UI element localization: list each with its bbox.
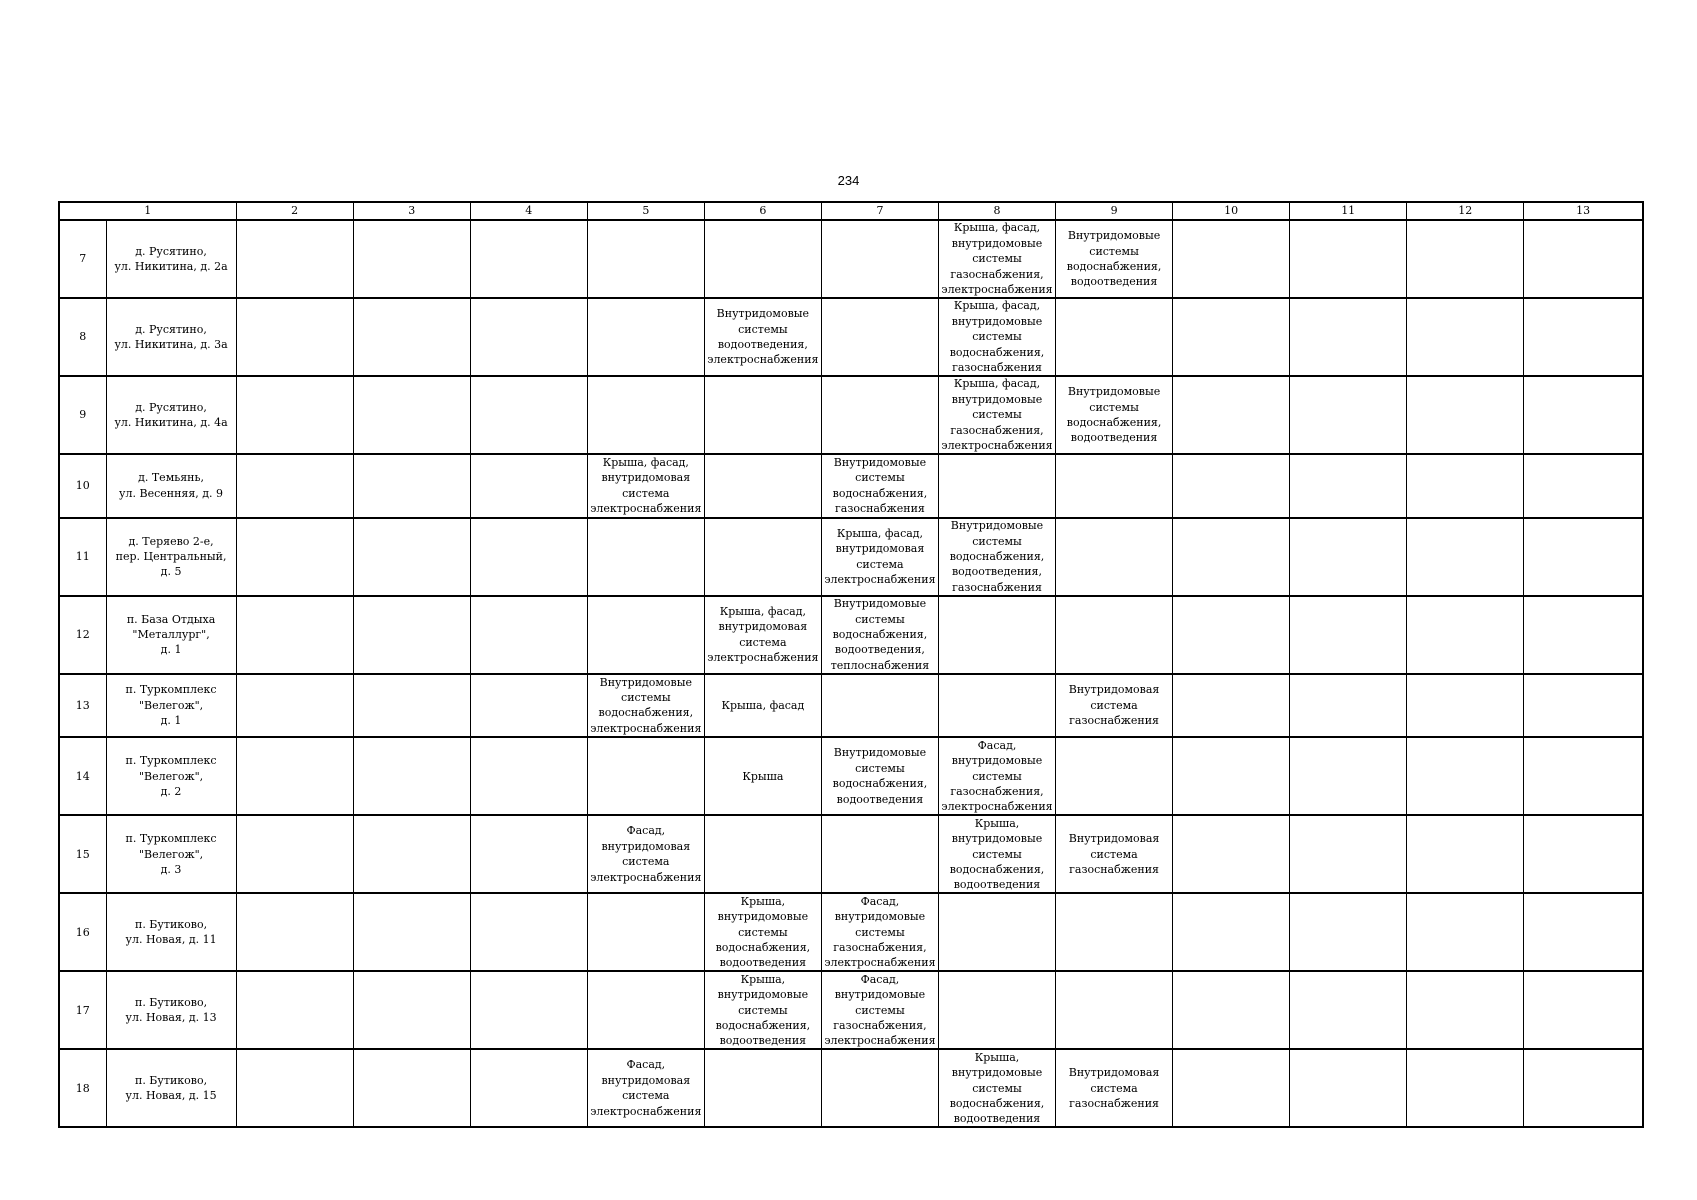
work-cell-col-5 xyxy=(587,596,704,674)
work-cell-col-6 xyxy=(704,737,821,815)
column-header-13: 13 xyxy=(1524,202,1643,220)
address-text: п. Туркомплекс "Велегож", д. 1 xyxy=(125,683,217,728)
work-cell-col-4 xyxy=(470,376,587,454)
address-text: п. Туркомплекс "Велегож", д. 3 xyxy=(125,832,217,876)
address-cell xyxy=(106,376,236,454)
work-cell-col-5 xyxy=(587,1049,704,1127)
work-cell-col-9 xyxy=(1056,737,1173,815)
work-cell-col-12 xyxy=(1407,674,1524,738)
work-cell-col-7 xyxy=(821,815,938,893)
column-header-2: 2 xyxy=(236,202,353,220)
work-description: Фасад, внутридомовые системы газоснабжения, электроснабжения xyxy=(941,738,1053,814)
work-cell-col-5 xyxy=(587,376,704,454)
work-cell-col-13 xyxy=(1524,220,1643,298)
work-cell-col-10 xyxy=(1173,376,1290,454)
work-cell-col-7 xyxy=(821,971,938,1049)
work-cell-col-12 xyxy=(1407,971,1524,1049)
work-cell-col-11 xyxy=(1290,1049,1407,1127)
work-cell-col-13 xyxy=(1524,298,1643,376)
work-cell-col-11 xyxy=(1290,971,1407,1049)
work-cell-col-11 xyxy=(1290,674,1407,738)
work-description: Крыша, фасад, внутридомовая система электроснабжения xyxy=(590,456,702,516)
table-row xyxy=(59,893,1643,971)
work-cell-col-13 xyxy=(1524,893,1643,971)
address-cell xyxy=(106,1049,236,1127)
row-number-cell: 8 xyxy=(59,298,106,376)
work-cell-col-7 xyxy=(821,220,938,298)
work-cell-col-7 xyxy=(821,596,938,674)
work-cell-col-8 xyxy=(938,518,1055,596)
table-body xyxy=(59,220,1643,1127)
work-description: Внутридомовые системы водоснабжения, водоотведения, газоснабжения xyxy=(949,519,1045,594)
work-cell-col-10 xyxy=(1173,220,1290,298)
work-cell-col-13 xyxy=(1524,1049,1643,1127)
work-description: Внутридомовая система газоснабжения xyxy=(1068,1066,1160,1110)
work-description: Крыша, фасад, внутридомовые системы газоснабжения, электроснабжения xyxy=(941,377,1053,453)
work-description: Крыша, фасад, внутридомовые системы газоснабжения, электроснабжения xyxy=(941,221,1053,297)
work-description: Внутридомовая система газоснабжения xyxy=(1068,832,1160,876)
work-description: Фасад, внутридомовая система электроснабжения xyxy=(590,824,702,884)
address-text: д. Русятино, ул. Никитина, д. 4а xyxy=(114,400,228,429)
work-cell-col-3 xyxy=(353,596,470,674)
work-cell-col-5 xyxy=(587,737,704,815)
work-description: Фасад, внутридомовая система электроснабжения xyxy=(590,1058,702,1118)
work-cell-col-6 xyxy=(704,376,821,454)
table-row xyxy=(59,674,1643,738)
table-row xyxy=(59,376,1643,454)
row-number-cell: 15 xyxy=(59,815,106,893)
row-number-cell: 13 xyxy=(59,674,106,738)
work-cell-col-4 xyxy=(470,893,587,971)
work-cell-col-13 xyxy=(1524,971,1643,1049)
row-number-cell: 10 xyxy=(59,454,106,518)
work-cell-col-11 xyxy=(1290,596,1407,674)
work-cell-col-10 xyxy=(1173,674,1290,738)
row-number-cell: 12 xyxy=(59,596,106,674)
table-row xyxy=(59,518,1643,596)
address-text: п. Бутиково, ул. Новая, д. 13 xyxy=(125,995,217,1025)
work-cell-col-11 xyxy=(1290,737,1407,815)
work-cell-col-6 xyxy=(704,220,821,298)
work-cell-col-4 xyxy=(470,596,587,674)
address-text: п. База Отдыха "Металлург", д. 1 xyxy=(126,612,216,657)
column-header-8: 8 xyxy=(938,202,1055,220)
work-cell-col-8 xyxy=(938,298,1055,376)
work-description: Внутридомовые системы водоотведения, электроснабжения xyxy=(707,307,819,367)
work-cell-col-12 xyxy=(1407,596,1524,674)
work-cell-col-9 xyxy=(1056,596,1173,674)
work-cell-col-10 xyxy=(1173,737,1290,815)
work-cell-col-12 xyxy=(1407,220,1524,298)
work-cell-col-11 xyxy=(1290,893,1407,971)
work-cell-col-7 xyxy=(821,518,938,596)
work-cell-col-13 xyxy=(1524,376,1643,454)
work-cell-col-9 xyxy=(1056,298,1173,376)
table-row xyxy=(59,815,1643,893)
work-cell-col-8 xyxy=(938,596,1055,674)
work-description: Крыша, внутридомовые системы водоснабжения, водоотведения xyxy=(949,1050,1045,1126)
column-header-5: 5 xyxy=(587,202,704,220)
work-cell-col-12 xyxy=(1407,376,1524,454)
column-header-11: 11 xyxy=(1290,202,1407,220)
work-cell-col-12 xyxy=(1407,518,1524,596)
work-cell-col-11 xyxy=(1290,518,1407,596)
work-cell-col-9 xyxy=(1056,220,1173,298)
work-cell-col-4 xyxy=(470,971,587,1049)
address-text: д. Русятино, ул. Никитина, д. 2а xyxy=(114,244,228,273)
work-cell-col-5 xyxy=(587,815,704,893)
work-cell-col-7 xyxy=(821,737,938,815)
work-cell-col-6 xyxy=(704,518,821,596)
work-cell-col-11 xyxy=(1290,298,1407,376)
work-cell-col-5 xyxy=(587,971,704,1049)
work-cell-col-5 xyxy=(587,298,704,376)
address-cell xyxy=(106,737,236,815)
work-description: Внутридомовые системы водоснабжения, водоотведения xyxy=(832,746,928,806)
work-cell-col-12 xyxy=(1407,1049,1524,1127)
work-cell-col-8 xyxy=(938,220,1055,298)
work-cell-col-5 xyxy=(587,893,704,971)
column-header-12: 12 xyxy=(1407,202,1524,220)
work-cell-col-9 xyxy=(1056,518,1173,596)
work-cell-col-10 xyxy=(1173,893,1290,971)
work-cell-col-8 xyxy=(938,454,1055,518)
work-cell-col-6 xyxy=(704,893,821,971)
address-cell xyxy=(106,815,236,893)
work-cell-col-10 xyxy=(1173,518,1290,596)
work-cell-col-5 xyxy=(587,220,704,298)
work-description: Внутридомовые системы водоснабжения, водоотведения xyxy=(1066,229,1162,289)
work-cell-col-12 xyxy=(1407,454,1524,518)
work-cell-col-6 xyxy=(704,1049,821,1127)
work-cell-col-10 xyxy=(1173,298,1290,376)
work-cell-col-8 xyxy=(938,971,1055,1049)
work-description: Крыша, фасад, внутридомовая система электроснабжения xyxy=(707,604,819,665)
work-cell-col-4 xyxy=(470,737,587,815)
work-cell-col-2 xyxy=(236,1049,353,1127)
work-cell-col-6 xyxy=(704,454,821,518)
address-text: п. Бутиково, ул. Новая, д. 15 xyxy=(125,1073,217,1103)
work-cell-col-6 xyxy=(704,815,821,893)
work-cell-col-8 xyxy=(938,815,1055,893)
work-cell-col-9 xyxy=(1056,971,1173,1049)
work-cell-col-9 xyxy=(1056,376,1173,454)
work-cell-col-7 xyxy=(821,1049,938,1127)
work-cell-col-4 xyxy=(470,518,587,596)
work-cell-col-3 xyxy=(353,815,470,893)
column-header-3: 3 xyxy=(353,202,470,220)
work-cell-col-9 xyxy=(1056,893,1173,971)
work-cell-col-2 xyxy=(236,298,353,376)
work-cell-col-2 xyxy=(236,815,353,893)
work-cell-col-4 xyxy=(470,815,587,893)
work-description: Фасад, внутридомовые системы газоснабжения, электроснабжения xyxy=(824,894,936,970)
work-cell-col-10 xyxy=(1173,596,1290,674)
work-cell-col-6 xyxy=(704,596,821,674)
work-cell-col-9 xyxy=(1056,815,1173,893)
work-description: Внутридомовые системы водоснабжения, электроснабжения xyxy=(590,675,702,735)
column-header-9: 9 xyxy=(1056,202,1173,220)
work-cell-col-8 xyxy=(938,376,1055,454)
work-cell-col-3 xyxy=(353,220,470,298)
page-number: 234 xyxy=(837,173,860,188)
work-description: Крыша, внутридомовые системы водоснабжения, водоотведения xyxy=(949,816,1045,892)
work-cell-col-9 xyxy=(1056,674,1173,738)
row-number-cell: 18 xyxy=(59,1049,106,1127)
row-number-cell: 11 xyxy=(59,518,106,596)
address-text: д. Темьянь, ул. Весенняя, д. 9 xyxy=(119,471,224,500)
work-cell-col-3 xyxy=(353,893,470,971)
address-text: п. Бутиково, ул. Новая, д. 11 xyxy=(125,917,217,947)
work-cell-col-2 xyxy=(236,674,353,738)
work-cell-col-4 xyxy=(470,454,587,518)
work-description: Внутридомовые системы водоснабжения, водоотведения, теплоснабжения xyxy=(830,597,930,672)
work-cell-col-10 xyxy=(1173,1049,1290,1127)
address-cell xyxy=(106,971,236,1049)
column-header-1: 1 xyxy=(59,202,236,220)
work-cell-col-2 xyxy=(236,737,353,815)
work-description: Крыша xyxy=(742,769,784,783)
work-cell-col-7 xyxy=(821,674,938,738)
work-cell-col-6 xyxy=(704,298,821,376)
work-cell-col-5 xyxy=(587,454,704,518)
work-cell-col-7 xyxy=(821,298,938,376)
address-text: п. Туркомплекс "Велегож", д. 2 xyxy=(125,754,217,798)
row-number-cell: 9 xyxy=(59,376,106,454)
work-description: Крыша, внутридомовые системы водоснабжения, водоотведения xyxy=(715,972,811,1048)
table-row xyxy=(59,298,1643,376)
work-cell-col-11 xyxy=(1290,220,1407,298)
work-cell-col-3 xyxy=(353,1049,470,1127)
work-cell-col-13 xyxy=(1524,596,1643,674)
address-cell xyxy=(106,596,236,674)
work-cell-col-2 xyxy=(236,893,353,971)
work-cell-col-2 xyxy=(236,220,353,298)
work-cell-col-5 xyxy=(587,518,704,596)
address-cell xyxy=(106,454,236,518)
table-row xyxy=(59,596,1643,674)
address-text: д. Теряево 2-е, пер. Центральный, д. 5 xyxy=(115,534,227,579)
table-header xyxy=(59,202,1643,220)
work-cell-col-3 xyxy=(353,298,470,376)
work-description: Крыша, фасад xyxy=(721,698,805,712)
work-cell-col-12 xyxy=(1407,893,1524,971)
work-cell-col-3 xyxy=(353,376,470,454)
work-cell-col-2 xyxy=(236,518,353,596)
work-cell-col-12 xyxy=(1407,815,1524,893)
work-cell-col-4 xyxy=(470,1049,587,1127)
work-cell-col-13 xyxy=(1524,674,1643,738)
work-cell-col-4 xyxy=(470,298,587,376)
work-cell-col-13 xyxy=(1524,815,1643,893)
work-description: Внутридомовые системы водоснабжения, газоснабжения xyxy=(832,456,928,516)
column-header-6: 6 xyxy=(704,202,821,220)
work-cell-col-6 xyxy=(704,971,821,1049)
work-cell-col-3 xyxy=(353,674,470,738)
work-cell-col-12 xyxy=(1407,737,1524,815)
work-cell-col-8 xyxy=(938,737,1055,815)
column-header-4: 4 xyxy=(470,202,587,220)
column-header-10: 10 xyxy=(1173,202,1290,220)
work-description: Внутридомовая система газоснабжения xyxy=(1068,683,1160,728)
work-cell-col-12 xyxy=(1407,298,1524,376)
work-cell-col-11 xyxy=(1290,376,1407,454)
column-header-7: 7 xyxy=(821,202,938,220)
work-description: Крыша, внутридомовые системы водоснабжения, водоотведения xyxy=(715,894,811,970)
work-cell-col-3 xyxy=(353,518,470,596)
work-cell-col-3 xyxy=(353,454,470,518)
row-number-cell: 14 xyxy=(59,737,106,815)
table-row xyxy=(59,1049,1643,1127)
work-cell-col-10 xyxy=(1173,454,1290,518)
work-cell-col-4 xyxy=(470,220,587,298)
work-cell-col-7 xyxy=(821,893,938,971)
address-cell xyxy=(106,893,236,971)
work-cell-col-9 xyxy=(1056,454,1173,518)
work-cell-col-2 xyxy=(236,971,353,1049)
work-cell-col-13 xyxy=(1524,454,1643,518)
work-cell-col-8 xyxy=(938,1049,1055,1127)
table-row xyxy=(59,737,1643,815)
work-cell-col-13 xyxy=(1524,518,1643,596)
work-cell-col-3 xyxy=(353,971,470,1049)
work-cell-col-2 xyxy=(236,596,353,674)
work-cell-col-10 xyxy=(1173,815,1290,893)
address-text: д. Русятино, ул. Никитина, д. 3а xyxy=(114,322,228,351)
table-row xyxy=(59,454,1643,518)
work-cell-col-11 xyxy=(1290,815,1407,893)
column-number-row xyxy=(59,202,1643,220)
work-cell-col-8 xyxy=(938,674,1055,738)
work-description: Фасад, внутридомовые системы газоснабжения, электроснабжения xyxy=(824,972,936,1048)
work-cell-col-5 xyxy=(587,674,704,738)
work-description: Крыша, фасад, внутридомовая система электроснабжения xyxy=(824,526,936,587)
work-description: Внутридомовые системы водоснабжения, водоотведения xyxy=(1066,385,1162,445)
address-cell xyxy=(106,298,236,376)
work-cell-col-4 xyxy=(470,674,587,738)
work-cell-col-13 xyxy=(1524,737,1643,815)
work-cell-col-2 xyxy=(236,454,353,518)
address-cell xyxy=(106,220,236,298)
work-cell-col-2 xyxy=(236,376,353,454)
work-cell-col-7 xyxy=(821,454,938,518)
table-row xyxy=(59,220,1643,298)
work-cell-col-10 xyxy=(1173,971,1290,1049)
row-number-cell: 7 xyxy=(59,220,106,298)
row-number-cell: 16 xyxy=(59,893,106,971)
repair-schedule-table xyxy=(58,201,1644,1128)
address-cell xyxy=(106,518,236,596)
address-cell xyxy=(106,674,236,738)
work-cell-col-7 xyxy=(821,376,938,454)
work-cell-col-11 xyxy=(1290,454,1407,518)
work-cell-col-3 xyxy=(353,737,470,815)
row-number-cell: 17 xyxy=(59,971,106,1049)
table-row xyxy=(59,971,1643,1049)
work-cell-col-8 xyxy=(938,893,1055,971)
work-cell-col-9 xyxy=(1056,1049,1173,1127)
work-cell-col-6 xyxy=(704,674,821,738)
work-description: Крыша, фасад, внутридомовые системы водоснабжения, газоснабжения xyxy=(949,299,1045,375)
